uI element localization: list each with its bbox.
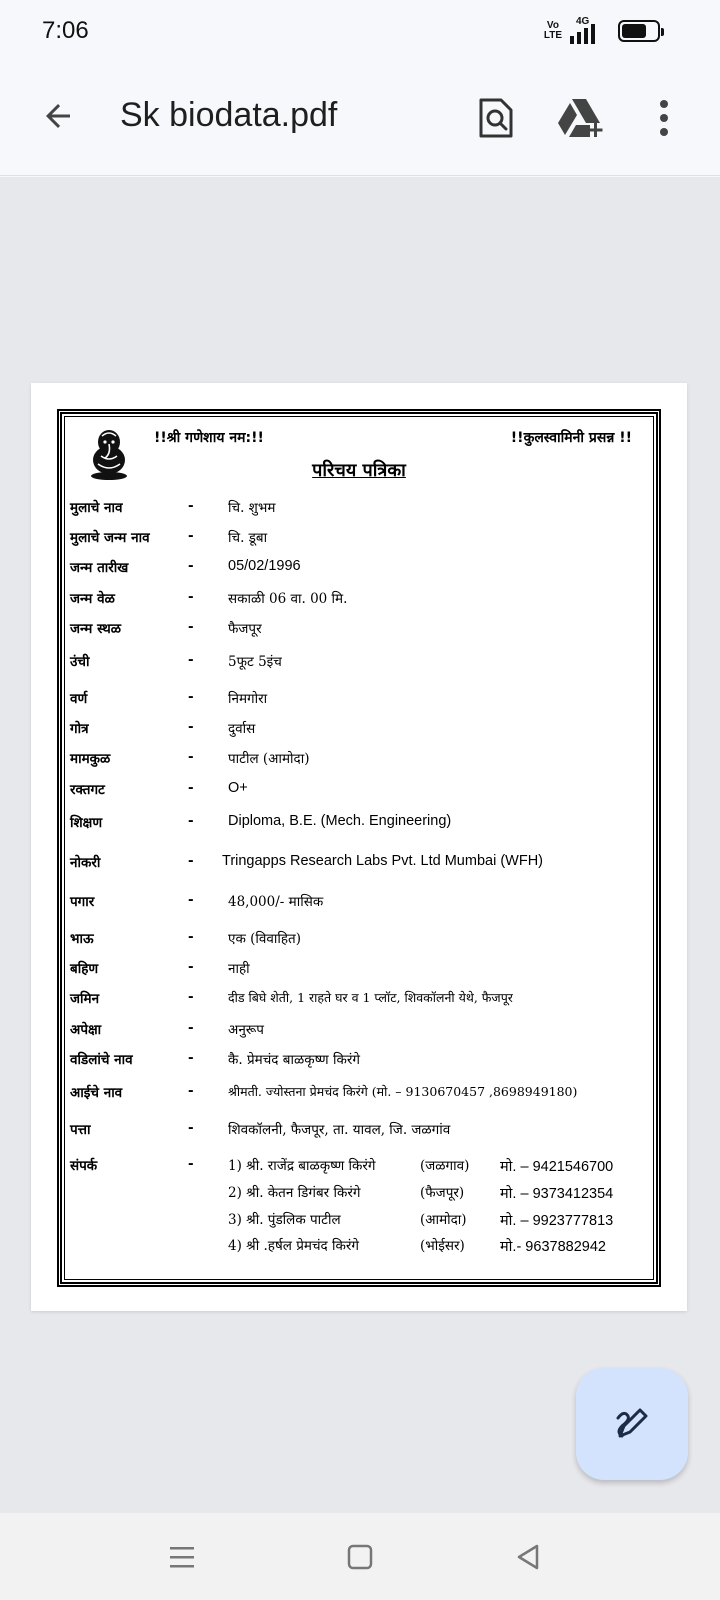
document-title: Sk biodata.pdf (120, 96, 338, 134)
field-separator: - (188, 558, 194, 574)
field-label: जन्म वेळ (70, 591, 115, 607)
contact-place: (जळगाव) (420, 1158, 470, 1174)
contact-place: (भोईसर) (420, 1238, 465, 1254)
header-right-invocation: !!कुलस्वामिनी प्रसन्न !! (510, 430, 632, 446)
field-value: Diploma, B.E. (Mech. Engineering) (228, 813, 452, 829)
field-separator: - (188, 1020, 194, 1036)
field-value: फैजपूर (228, 621, 262, 637)
field-label: जन्म तारीख (70, 560, 129, 576)
field-separator: - (188, 689, 194, 705)
field-label: मामकुळ (70, 751, 111, 767)
field-value: एक (विवाहित) (228, 931, 302, 947)
signal-bar (577, 32, 581, 44)
contact-place: (फैजपूर) (420, 1185, 465, 1201)
field-value: 05/02/1996 (228, 558, 301, 574)
field-separator: - (188, 1120, 194, 1136)
field-separator: - (188, 959, 194, 975)
field-label: गोत्र (70, 721, 89, 737)
field-separator: - (188, 929, 194, 945)
field-value: श्रीमती. ज्योस्तना प्रेमचंद किरंगे (मो. – 9130670457 ,8698949180) (228, 1084, 578, 1099)
drive-add-icon (558, 97, 606, 139)
signal-bar (591, 24, 595, 44)
field-label: पगार (70, 894, 95, 910)
field-label: आईचे नाव (70, 1085, 123, 1101)
field-value: 48,000/- मासिक (228, 894, 324, 910)
field-value: O+ (228, 780, 248, 796)
biodata-frame (57, 409, 661, 1287)
pdf-page (31, 383, 687, 1311)
field-value: Tringapps Research Labs Pvt. Ltd Mumbai (WFH) (222, 853, 543, 869)
back-button[interactable] (34, 92, 82, 140)
contact-mobile: मो. – 9373412354 (500, 1186, 614, 1202)
menu-icon (168, 1545, 196, 1569)
system-nav-bar (0, 1513, 720, 1600)
contact-name: 1) श्री. राजेंद्र बाळकृष्ण किरंगे (228, 1158, 376, 1174)
more-options-button[interactable] (638, 92, 690, 144)
contact-mobile: मो.- 9637882942 (500, 1239, 606, 1255)
field-value: शिवकॉलनी, फैजपूर, ता. यावल, जि. जळगांव (228, 1122, 451, 1138)
home-square-icon (347, 1544, 373, 1570)
field-label: वर्ण (70, 691, 88, 707)
field-label: जन्म स्थळ (70, 621, 121, 637)
edit-pen-icon (612, 1404, 652, 1444)
field-value: अनुरूप (228, 1022, 264, 1038)
app-bar (0, 64, 720, 176)
field-separator: - (188, 813, 194, 829)
field-separator: - (188, 652, 194, 668)
field-value: निमगोरा (228, 691, 268, 707)
battery-fill (622, 24, 646, 38)
contact-place: (आमोदा) (420, 1212, 467, 1228)
field-value: नाही (228, 961, 250, 977)
field-separator: - (188, 853, 194, 869)
contact-mobile: मो. – 9421546700 (500, 1159, 614, 1175)
volte-icon (544, 21, 562, 41)
field-value: दीड बिघे शेती, 1 राहते घर व 1 प्लॉट, शिवकॉलनी येथे, फैजपूर (228, 990, 513, 1005)
field-value: चि. शुभम (228, 500, 276, 516)
find-in-document-button[interactable] (470, 92, 522, 144)
field-value: कै. प्रेमचंद बाळकृष्ण किरंगे (228, 1052, 360, 1068)
annotate-button[interactable] (576, 1368, 688, 1480)
field-label: जमिन (70, 991, 100, 1007)
field-value: सकाळी 06 वा. 00 मि. (228, 591, 348, 607)
field-separator: - (188, 589, 194, 605)
field-label: वडिलांचे नाव (70, 1052, 133, 1068)
signal-icon (570, 18, 610, 44)
add-to-drive-button[interactable] (556, 92, 608, 144)
signal-bar (570, 36, 574, 44)
signal-bar (584, 28, 588, 44)
volte-line2: LTE (543, 30, 562, 41)
field-label: शिक्षण (70, 815, 103, 831)
status-time: 7:06 (42, 17, 89, 44)
contact-label: संपर्क (70, 1158, 98, 1174)
field-label: पत्ता (70, 1122, 91, 1138)
field-value: चि. डूबा (228, 530, 268, 546)
header-left-invocation: !!श्री गणेशाय नम:!! (154, 430, 264, 446)
battery-icon (618, 20, 660, 42)
search-document-icon (477, 97, 515, 139)
field-separator: - (188, 1083, 194, 1099)
back-arrow-icon (40, 98, 76, 134)
biodata-title: परिचय पत्रिका (312, 460, 406, 481)
field-separator: - (188, 1050, 194, 1066)
system-back-button[interactable] (504, 1533, 552, 1581)
field-label: भाऊ (70, 931, 94, 947)
field-separator: - (188, 989, 194, 1005)
recents-button[interactable] (158, 1533, 206, 1581)
field-separator: - (188, 780, 194, 796)
more-vert-icon (659, 100, 669, 136)
contact-name: 2) श्री. केतन डिगंबर किरंगे (228, 1185, 361, 1201)
status-bar (0, 0, 720, 64)
pdf-viewer[interactable] (0, 177, 720, 1513)
contact-mobile: मो. – 9923777813 (500, 1213, 614, 1229)
field-label: नोकरी (70, 855, 101, 871)
contact-name: 4) श्री .हर्षल प्रेमचंद किरंगे (228, 1238, 359, 1254)
field-separator: - (188, 1156, 194, 1172)
field-separator: - (188, 528, 194, 544)
field-value: दुर्वास (228, 721, 256, 737)
field-separator: - (188, 719, 194, 735)
network-type: 4G (576, 16, 590, 27)
field-label: उंची (70, 654, 90, 670)
field-label: अपेक्षा (70, 1022, 102, 1038)
home-button[interactable] (336, 1533, 384, 1581)
status-icons (544, 18, 660, 44)
field-value: 5फूट 5इंच (228, 654, 282, 670)
back-triangle-icon (515, 1543, 541, 1571)
field-label: मुलाचे नाव (70, 500, 123, 516)
field-label: रक्तगट (70, 782, 105, 798)
field-separator: - (188, 749, 194, 765)
field-separator: - (188, 498, 194, 514)
field-separator: - (188, 619, 194, 635)
field-value: पाटील (आमोदा) (228, 751, 310, 767)
field-label: मुलाचे जन्म नाव (70, 530, 150, 546)
volte-line1: Vo (546, 20, 559, 31)
field-label: बहिण (70, 961, 99, 977)
field-separator: - (188, 892, 194, 908)
contact-name: 3) श्री. पुंडलिक पाटील (228, 1212, 341, 1228)
